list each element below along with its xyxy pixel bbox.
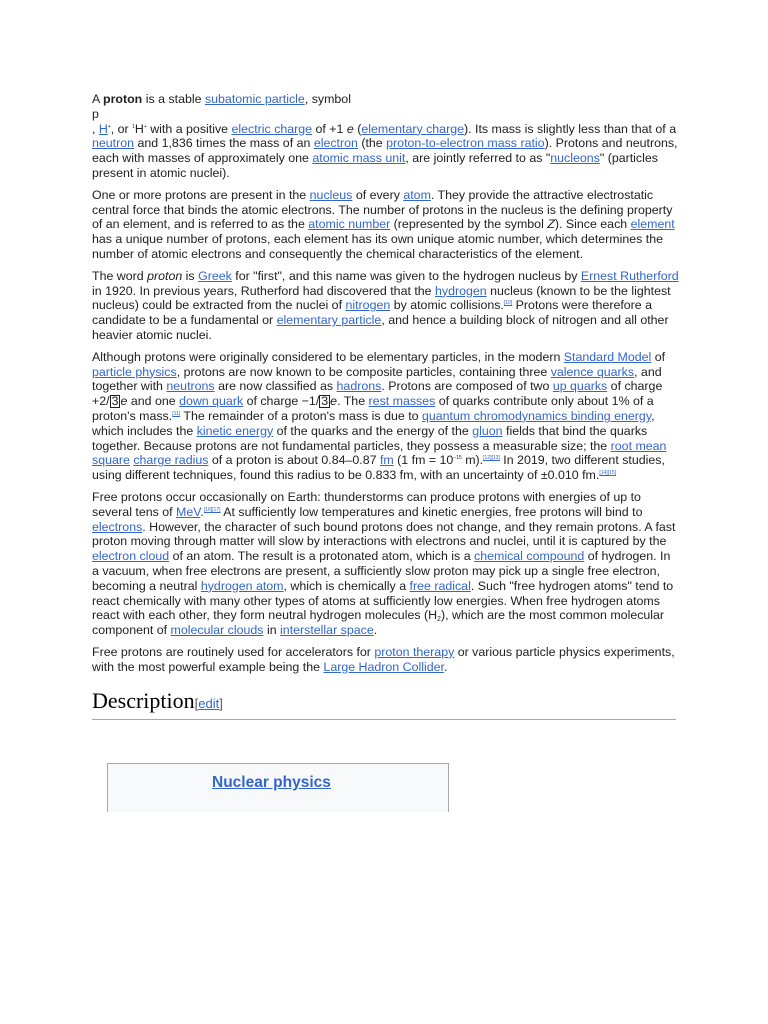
link-electrons[interactable]: electrons	[92, 519, 143, 534]
link-up-quarks[interactable]: up quarks	[552, 379, 608, 394]
link-charge-radius[interactable]: charge radius	[133, 453, 209, 468]
link-hadrons[interactable]: hadrons	[336, 379, 382, 394]
section-heading-description	[92, 688, 676, 720]
link-molecular-clouds[interactable]: molecular clouds	[170, 623, 264, 638]
link-nucleus[interactable]: nucleus	[309, 187, 353, 202]
link-particle-physics[interactable]: particle physics	[92, 364, 177, 379]
link-atomic-mass-unit[interactable]: atomic mass unit	[312, 151, 406, 166]
italic-text: Z	[547, 217, 555, 232]
link-valence-quarks[interactable]: valence quarks	[550, 364, 635, 379]
link-standard-model[interactable]: Standard Model	[563, 349, 652, 364]
link-neutrons[interactable]: neutrons	[166, 379, 215, 394]
link-proton-to-electron-mass-ratio[interactable]: proton-to-electron mass ratio	[386, 136, 545, 151]
link-electron-cloud[interactable]: electron cloud	[92, 549, 170, 564]
link-gluon[interactable]: gluon	[472, 423, 503, 438]
citation-ref[interactable]: [10]	[503, 300, 513, 307]
citation-ref[interactable]: [16][17]	[203, 506, 221, 513]
citation-ref[interactable]: [11]	[172, 410, 181, 417]
citation-ref[interactable]: [12][13]	[483, 455, 500, 462]
link-atom[interactable]: atom	[403, 187, 431, 202]
article-content	[92, 92, 680, 720]
link-electric-charge[interactable]: electric charge	[231, 121, 313, 136]
link-quantum-chromodynamics-binding-energy[interactable]: quantum chromodynamics binding energy	[421, 408, 652, 423]
link-root-mean-square[interactable]: root mean square	[92, 438, 667, 468]
italic-text: proton	[147, 268, 183, 283]
citation-ref[interactable]: [14][15]	[599, 470, 617, 477]
superscript: +	[107, 123, 111, 130]
paragraph-free-protons: Free protons occur occasionally on Earth: thunderstorms can produce protons with energies of up to several tens of MeV.[16][17] At sufficiently low temperatures and kinetic energies, free protons will bind to electrons. However, the character of such bound protons does not change, and they remain protons. A fast proton moving through matter will slow by interactions with electrons and nuclei, until it is captured by the electron cloud of an atom. The result is a protonated atom, which is a chemical compound of hydrogen. In a vacuum, when free electrons are present, a sufficiently slow proton may pick up a single free electron, becoming a neutral hydrogen atom, which is chemically a free radical. Such "free hydrogen atoms" tend to react chemically with many other types of atoms at sufficiently low energies. When free hydrogen atoms react with each other, they form neutral hydrogen molecules $(H_2)$, which are the most common molecular component of molecular clouds in interstellar space.	[92, 489, 676, 638]
link-elementary-particle[interactable]: elementary particle	[276, 313, 382, 328]
link-electron[interactable]: electron	[313, 136, 358, 151]
section-heading-text: Description	[92, 688, 195, 714]
section-edit: [edit]	[194, 696, 223, 712]
navbox-title-link[interactable]: Nuclear physics	[212, 774, 331, 791]
italic-text: e	[346, 121, 354, 136]
link-down-quark[interactable]: down quark	[179, 394, 244, 409]
italic-text: e	[120, 394, 128, 409]
paragraph-accelerators: Free protons are routinely used for accelerators for proton therapy or various particle physics experiments, with the most powerful example being the Large Hadron Collider.	[92, 644, 675, 674]
link-kinetic-energy[interactable]: kinetic energy	[196, 423, 274, 438]
link-elementary-charge[interactable]: elementary charge	[361, 121, 464, 136]
edit-link[interactable]: edit	[198, 696, 220, 712]
superscript: 1	[132, 123, 135, 130]
link-fm[interactable]: fm	[379, 453, 394, 468]
link-hydrogen-atom[interactable]: hydrogen atom	[200, 578, 284, 593]
link-proton-therapy[interactable]: proton therapy	[374, 644, 455, 659]
paragraph-nucleus: One or more protons are present in the nucleus of every atom. They provide the attractive electrostatic central force that binds the atomic electrons. The number of protons in the nucleus is the defining property of an element, and is referred to as the atomic number (represented by the symbol Z). Since each element has a unique number of protons, each element has its own unique atomic number, which determines the number of atomic electrons and consequently the chemical characteristics of the element.	[92, 187, 675, 261]
link-hydrogen[interactable]: hydrogen	[435, 283, 487, 298]
link-subatomic-particle[interactable]: subatomic particle	[204, 92, 305, 106]
navbox-nuclear-physics	[107, 763, 449, 812]
link-h[interactable]: H	[98, 121, 108, 136]
link-large-hadron-collider[interactable]: Large Hadron Collider	[323, 659, 444, 674]
link-free-radical[interactable]: free radical	[409, 578, 471, 593]
link-atomic-number[interactable]: atomic number	[308, 217, 391, 232]
link-nucleons[interactable]: nucleons	[550, 151, 600, 166]
link-element[interactable]: element	[630, 217, 675, 232]
link-neutron[interactable]: neutron	[92, 136, 135, 151]
bold-term: proton	[103, 92, 143, 106]
paragraph-intro: A proton is a stable subatomic particle, symbol p , H+, or $^1$H+ with a positive electric charge of +1 e (elementary charge). Its mass is slightly less than that of a neutron and 1,836 times the mass of an electron (the proton-to-electron mass ratio). Protons and neutrons, each with masses of approximately one atomic mass unit, are jointly referred to as "nucleons" (particles present in atomic nuclei).	[92, 92, 678, 180]
link-nitrogen[interactable]: nitrogen	[345, 298, 391, 313]
link-interstellar-space[interactable]: interstellar space	[280, 623, 374, 638]
superscript: −15	[453, 455, 462, 462]
paragraph-etymology: The word proton is Greek for "first", and this name was given to the hydrogen nucleus by Ernest Rutherford in 1920. In previous years, Rutherford had discovered that the hydrogen nucleus (known to be the lightest nucleus) could be extracted from the nuclei of nitrogen by atomic collisions.[10] Protons were therefore a candidate to be a fundamental or elementary particle, and hence a building block of nitrogen and all other heavier atomic nuclei.	[92, 268, 679, 342]
link-mev[interactable]: MeV	[176, 504, 201, 519]
link-chemical-compound[interactable]: chemical compound	[474, 549, 585, 564]
fraction-denominator: 3	[111, 394, 119, 409]
paragraph-quarks: Although protons were originally considered to be elementary particles, in the modern Standard Model of particle physics, protons are now known to be composite particles, containing three valence quarks, and together with neutrons are now classified as hadrons. Protons are composed of two up quarks of charge +2/ 3 e and one down quark of charge −1/ 3 e. The rest masses of quarks contribute only about 1% of a proton's mass.[11] The remainder of a proton's mass is due to quantum chromodynamics binding energy, which includes the kinetic energy of the quarks and the energy of the gluon fields that bind the quarks together. Because protons are not fundamental particles, they possess a measurable size; the root mean square charge radius of a proton is about 0.84–0.87 fm (1 fm = $10^{-15}$ m).[12][13] In 2019, two different studies, using different techniques, found this radius to be 0.833 fm, with an uncertainty of ±0.010 fm.[14][15]	[92, 349, 667, 483]
subscript: 2	[437, 616, 441, 624]
link-ernest-rutherford[interactable]: Ernest Rutherford	[580, 268, 679, 283]
link-rest-masses[interactable]: rest masses	[368, 394, 436, 409]
fraction-denominator: 3	[321, 394, 329, 409]
link-greek[interactable]: Greek	[198, 268, 232, 283]
superscript: +	[143, 123, 147, 130]
italic-text: e	[330, 394, 338, 409]
